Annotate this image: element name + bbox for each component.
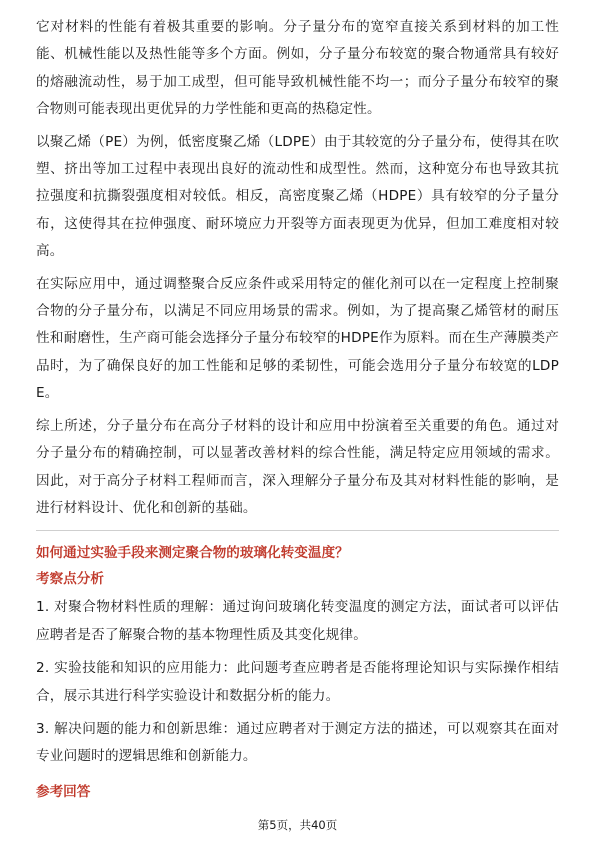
analysis-list: [36, 594, 559, 770]
page-footer: 第5页，共40页: [257, 818, 338, 832]
body-paragraph: 综上所述，分子量分布在高分子材料的设计和应用中扮演着至关重要的角色。通过对分子量分布的精确控制，可以显著改善材料的综合性能，满足特定应用领域的需求。因此，对于高分子材料工程师而言，深入理解分子量分布及其对材料性能的影响，是进行材料设计、优化和创新的基础。: [36, 417, 559, 516]
list-item: 2. 实验技能和知识的应用能力：此问题考查应聘者是否能将理论知识与实际操作相结合，展示其进行科学实验设计和数据分析的能力。: [36, 660, 559, 704]
list-item: 3. 解决问题的能力和创新思维：通过应聘者对于测定方法的描述，可以观察其在面对专业问题时的逻辑思维和创新能力。: [36, 720, 559, 765]
body-paragraph: 在实际应用中，通过调整聚合反应条件或采用特定的催化剂可以在一定程度上控制聚合物的分子量分布，以满足不同应用场景的需求。例如，为了提高聚乙烯管材的耐压性和耐磨性，生产商可能会选择分子量分布较窄的HDPE作为原料。而在生产薄膜类产品时，为了确保良好的加工性能和足够的柔韧性，可能会选用分子量分布较宽的LDPE。: [36, 275, 559, 402]
list-item: 1. 对聚合物材料性质的理解：通过询问玻璃化转变温度的测定方法，面试者可以评估应聘者是否了解聚合物的基本物理性质及其变化规律。: [36, 599, 559, 643]
question-heading: 如何通过实验手段来测定聚合物的玻璃化转变温度？: [36, 545, 349, 562]
body-paragraph: 以聚乙烯（PE）为例，低密度聚乙烯（LDPE）由于其较宽的分子量分布，使得其在吹塑、挤出等加工过程中表现出良好的流动性和成型性。然而，这种宽分布也导致其抗拉强度和抗撕裂强度相对较低。相反，高密度聚乙烯（HDPE）具有较窄的分子量分布，这使得其在拉伸强度、耐环境应力开裂等方面表现更为优异，但加工难度相对较高。: [36, 133, 559, 260]
body-paragraph: 它对材料的性能有着极其重要的影响。分子量分布的宽窄直接关系到材料的加工性能、机械性能以及热性能等多个方面。例如，分子量分布较宽的聚合物通常具有较好的熔融流动性，易于加工成型，但可能导致机械性能不均一；而分子量分布较窄的聚合物则可能表现出更优异的力学性能和更高的热稳定性。: [36, 19, 559, 118]
answer-title: 参考回答: [36, 783, 91, 800]
analysis-title: 考察点分析: [36, 571, 104, 588]
section-divider: [36, 530, 559, 531]
page-content: [36, 14, 559, 807]
